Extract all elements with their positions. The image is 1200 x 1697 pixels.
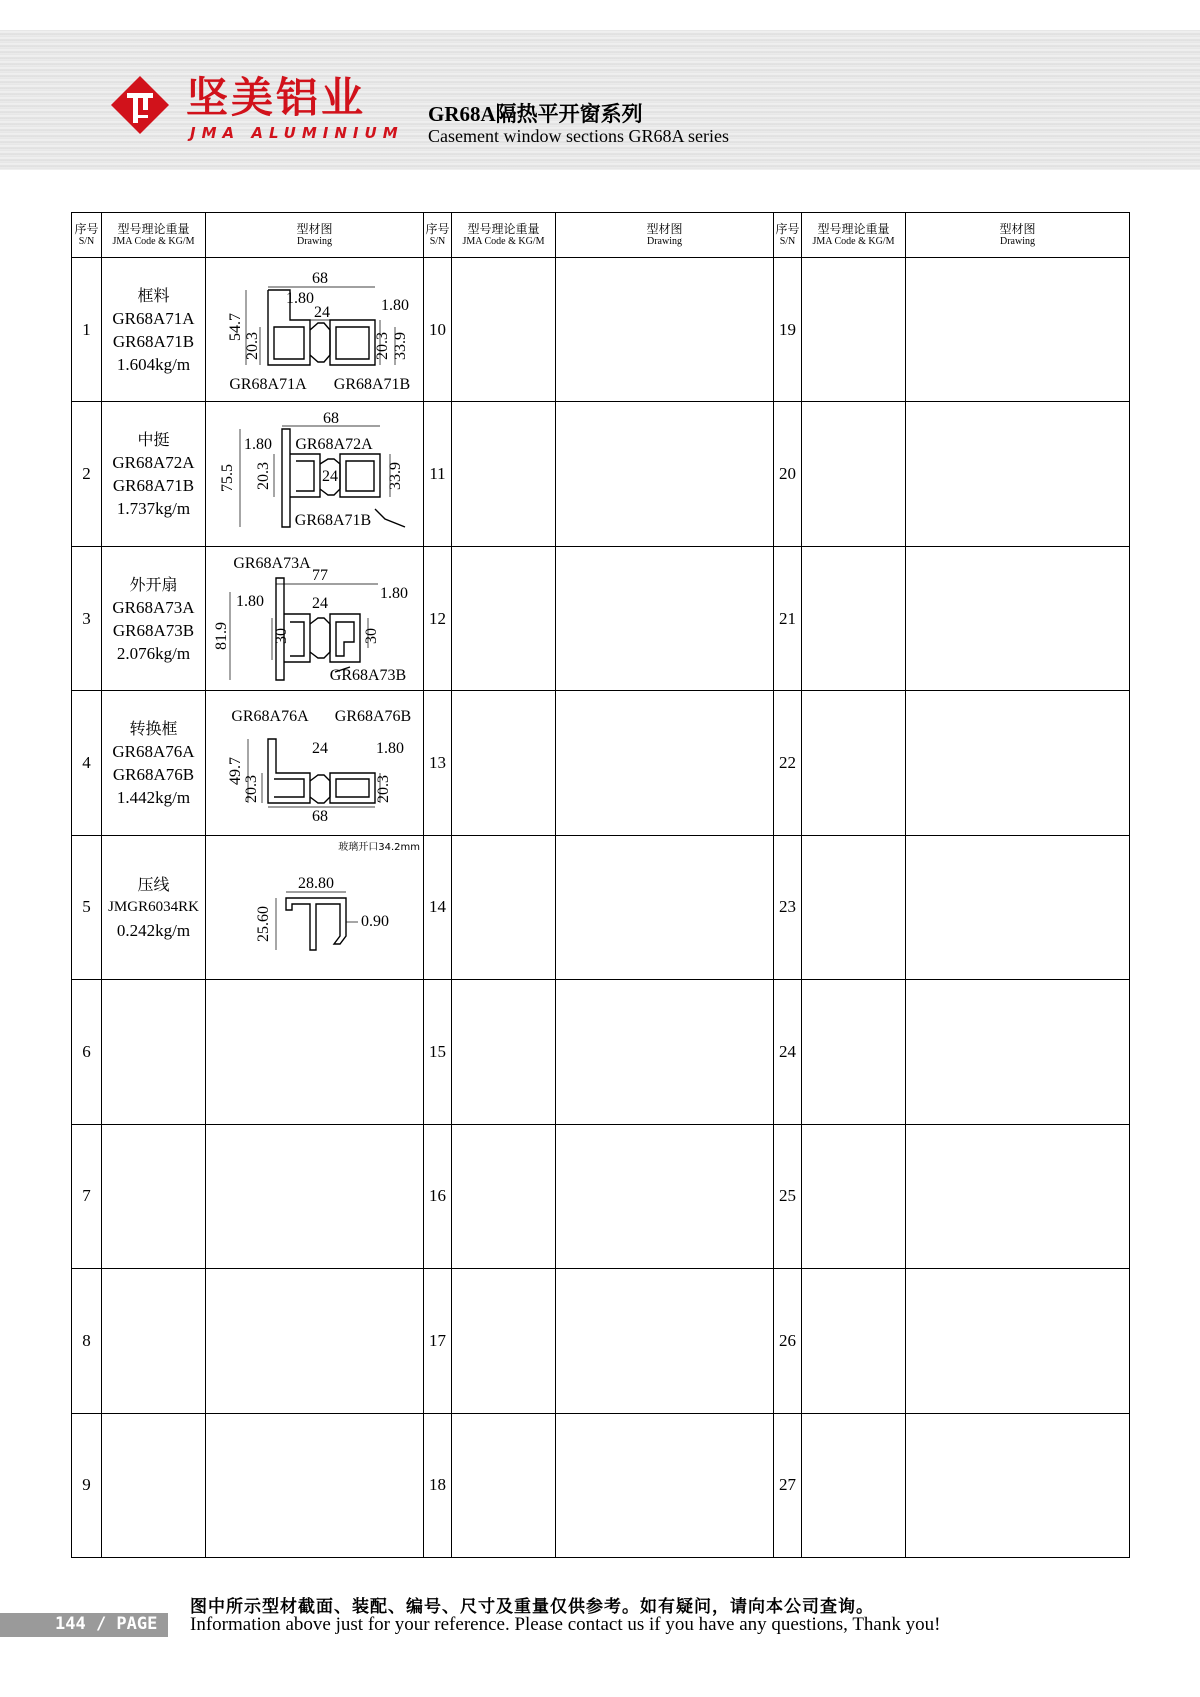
sn-cell: 12 — [424, 546, 452, 690]
col-drawing: 型材图 Drawing — [906, 213, 1130, 258]
code-cell — [452, 402, 556, 546]
svg-text:20.3: 20.3 — [374, 775, 392, 804]
sn-cell: 15 — [424, 980, 452, 1124]
col-drawing: 型材图 Drawing — [206, 213, 424, 258]
svg-text:49.7: 49.7 — [226, 757, 244, 786]
svg-text:GR68A71B: GR68A71B — [294, 512, 371, 530]
drawing-cell — [556, 835, 774, 979]
drawing-cell — [206, 835, 424, 979]
svg-text:68: 68 — [311, 808, 328, 824]
svg-text:68: 68 — [322, 410, 339, 428]
table-row — [72, 546, 1130, 690]
drawing-cell — [906, 1124, 1130, 1268]
footer-note-en: Information above just for your reference. Please contact us if you have any questions, Thank you! — [190, 1614, 941, 1635]
code-cell — [802, 1269, 906, 1413]
table-row — [72, 691, 1130, 835]
svg-text:1.80: 1.80 — [285, 289, 314, 307]
sn-cell: 7 — [72, 1124, 102, 1268]
code-cell: 压线 JMGR6034RK 0.242kg/m — [102, 835, 206, 979]
profile-drawing-d1 — [210, 265, 420, 395]
drawing-cell — [206, 1413, 424, 1558]
code-cell — [102, 980, 206, 1124]
profile-table — [71, 212, 1130, 1558]
code-cell — [452, 1124, 556, 1268]
brand-name-en: JMA ALUMINIUM — [190, 124, 404, 142]
brand-name-cn: 坚美铝业 — [186, 73, 367, 122]
sn-cell: 2 — [72, 402, 102, 546]
code-cell — [452, 1269, 556, 1413]
svg-text:20.3: 20.3 — [243, 331, 261, 360]
svg-text:GR68A76B: GR68A76B — [334, 708, 411, 726]
profile-drawing-d3 — [210, 552, 420, 686]
svg-text:1.80: 1.80 — [380, 296, 409, 314]
svg-text:GR68A73B: GR68A73B — [329, 666, 406, 684]
drawing-cell — [556, 1413, 774, 1558]
svg-text:28.80: 28.80 — [297, 875, 334, 893]
svg-text:GR68A73A: GR68A73A — [232, 554, 311, 572]
table-row — [72, 1269, 1130, 1413]
code-cell — [452, 691, 556, 835]
code-cell — [452, 835, 556, 979]
svg-text:GR68A76A: GR68A76A — [230, 708, 309, 726]
svg-text:20.3: 20.3 — [373, 331, 391, 360]
drawing-cell — [556, 1124, 774, 1268]
profile-drawing-d4 — [210, 703, 420, 823]
col-code: 型号理论重量 JMA Code & KG/M — [452, 213, 556, 258]
sn-cell: 26 — [774, 1269, 802, 1413]
sn-cell: 19 — [774, 258, 802, 402]
code-cell — [802, 691, 906, 835]
sn-cell: 6 — [72, 980, 102, 1124]
glass-opening-note: 玻璃开口34.2mm — [338, 841, 420, 853]
sn-cell: 21 — [774, 546, 802, 690]
svg-text:0.90: 0.90 — [360, 913, 389, 931]
drawing-cell — [206, 546, 424, 690]
sn-cell: 27 — [774, 1413, 802, 1558]
col-code: 型号理论重量 JMA Code & KG/M — [802, 213, 906, 258]
drawing-cell — [906, 546, 1130, 690]
table-row — [72, 835, 1130, 979]
drawing-cell — [906, 691, 1130, 835]
page-title-cn: GR68A隔热平开窗系列 — [428, 102, 643, 126]
svg-text:68: 68 — [311, 269, 328, 287]
drawing-cell — [556, 258, 774, 402]
code-cell — [802, 980, 906, 1124]
svg-text:24: 24 — [311, 740, 328, 758]
svg-text:20.3: 20.3 — [242, 775, 260, 804]
svg-text:1.80: 1.80 — [243, 436, 272, 454]
svg-text:30: 30 — [272, 627, 290, 644]
code-cell: 转换框 GR68A76A GR68A76B 1.442kg/m — [102, 691, 206, 835]
drawing-cell — [906, 1413, 1130, 1558]
profile-drawing-d5 — [210, 852, 420, 962]
sn-cell: 18 — [424, 1413, 452, 1558]
table-row — [72, 980, 1130, 1124]
sn-cell: 13 — [424, 691, 452, 835]
code-cell — [802, 835, 906, 979]
svg-text:54.7: 54.7 — [226, 312, 244, 341]
sn-cell: 10 — [424, 258, 452, 402]
code-cell — [802, 258, 906, 402]
drawing-cell — [906, 980, 1130, 1124]
sn-cell: 4 — [72, 691, 102, 835]
code-cell — [452, 546, 556, 690]
svg-text:GR68A71A: GR68A71A — [228, 375, 307, 393]
sn-cell: 23 — [774, 835, 802, 979]
drawing-cell — [206, 258, 424, 402]
drawing-cell — [206, 691, 424, 835]
col-sn: 序号 S/N — [72, 213, 102, 258]
svg-text:24: 24 — [321, 468, 338, 486]
drawing-cell — [556, 546, 774, 690]
col-code: 型号理论重量 JMA Code & KG/M — [102, 213, 206, 258]
svg-text:77: 77 — [311, 566, 328, 584]
sn-cell: 3 — [72, 546, 102, 690]
sn-cell: 17 — [424, 1269, 452, 1413]
drawing-cell — [206, 1269, 424, 1413]
code-cell — [452, 258, 556, 402]
svg-text:25.60: 25.60 — [254, 906, 272, 943]
table-row — [72, 1413, 1130, 1558]
sn-cell: 5 — [72, 835, 102, 979]
sn-cell: 9 — [72, 1413, 102, 1558]
table-row — [72, 258, 1130, 402]
svg-text:1.80: 1.80 — [375, 740, 404, 758]
footer-note-cn: 图中所示型材截面、装配、编号、尺寸及重量仅供参考。如有疑问，请向本公司查询。 — [190, 1597, 874, 1617]
drawing-cell — [556, 691, 774, 835]
svg-text:24: 24 — [313, 303, 330, 321]
drawing-cell — [906, 1269, 1130, 1413]
code-cell — [802, 402, 906, 546]
sn-cell: 11 — [424, 402, 452, 546]
code-cell: 框料 GR68A71A GR68A71B 1.604kg/m — [102, 258, 206, 402]
drawing-cell — [906, 835, 1130, 979]
svg-text:75.5: 75.5 — [218, 464, 236, 493]
code-cell — [102, 1269, 206, 1413]
col-drawing: 型材图 Drawing — [556, 213, 774, 258]
drawing-cell — [906, 402, 1130, 546]
svg-text:1.80: 1.80 — [379, 584, 408, 602]
code-cell: 外开扇 GR68A73A GR68A73B 2.076kg/m — [102, 546, 206, 690]
col-sn: 序号 S/N — [424, 213, 452, 258]
svg-text:20.3: 20.3 — [254, 462, 272, 491]
col-sn: 序号 S/N — [774, 213, 802, 258]
table-header-row — [72, 213, 1130, 258]
code-cell — [802, 546, 906, 690]
jma-logo-icon — [110, 75, 170, 135]
sn-cell: 24 — [774, 980, 802, 1124]
svg-text:33.9: 33.9 — [386, 462, 404, 491]
svg-text:GR68A72A: GR68A72A — [294, 436, 373, 454]
sn-cell: 8 — [72, 1269, 102, 1413]
sn-cell: 1 — [72, 258, 102, 402]
code-cell — [102, 1413, 206, 1558]
code-cell — [802, 1124, 906, 1268]
drawing-cell — [556, 1269, 774, 1413]
svg-text:33.9: 33.9 — [391, 331, 409, 360]
svg-text:GR68A71B: GR68A71B — [333, 375, 410, 393]
drawing-cell — [206, 1124, 424, 1268]
svg-text:24: 24 — [311, 594, 328, 612]
svg-text:30: 30 — [362, 627, 380, 644]
drawing-cell — [906, 258, 1130, 402]
svg-text:1.80: 1.80 — [235, 592, 264, 610]
table-row — [72, 402, 1130, 546]
code-cell — [802, 1413, 906, 1558]
drawing-cell — [556, 402, 774, 546]
sn-cell: 25 — [774, 1124, 802, 1268]
table-row — [72, 1124, 1130, 1268]
profile-drawing-d2 — [210, 409, 420, 539]
sn-cell: 20 — [774, 402, 802, 546]
code-cell — [102, 1124, 206, 1268]
drawing-cell — [556, 980, 774, 1124]
code-cell — [452, 980, 556, 1124]
page-title-en: Casement window sections GR68A series — [428, 126, 729, 146]
drawing-cell — [206, 980, 424, 1124]
code-cell — [452, 1413, 556, 1558]
page-number: 144 / PAGE — [55, 1614, 158, 1634]
svg-text:81.9: 81.9 — [212, 621, 230, 650]
sn-cell: 22 — [774, 691, 802, 835]
sn-cell: 16 — [424, 1124, 452, 1268]
sn-cell: 14 — [424, 835, 452, 979]
code-cell: 中挺 GR68A72A GR68A71B 1.737kg/m — [102, 402, 206, 546]
drawing-cell — [206, 402, 424, 546]
